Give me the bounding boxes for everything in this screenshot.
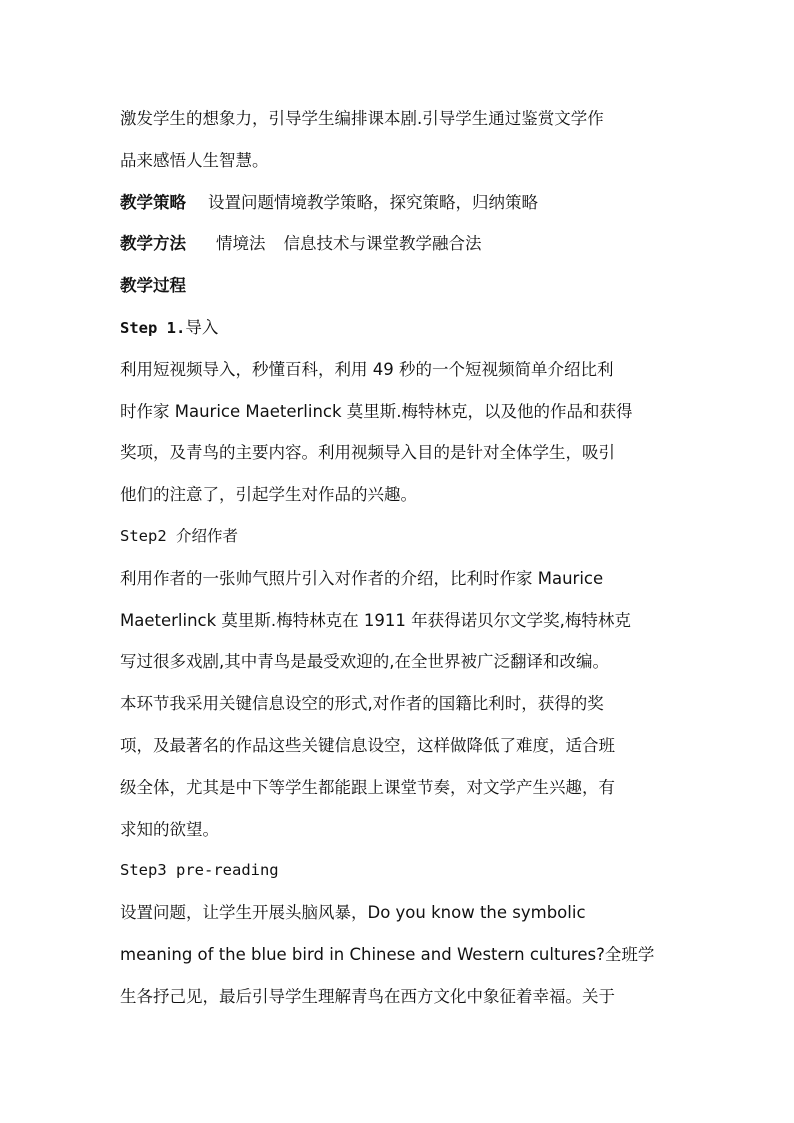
step1-heading-prefix: Step 1. xyxy=(120,318,186,337)
paragraph-line: 生各抒己见，最后引导学生理解青鸟在西方文化中象征着幸福。关于 xyxy=(120,986,615,1006)
teaching-methods-line xyxy=(120,223,676,265)
teaching-method-item: 情境法 xyxy=(216,234,266,254)
teaching-strategy-label: 教学策略 xyxy=(120,192,186,212)
paragraph-line: 时作家 Maurice Maeterlinck 莫里斯.梅特林克，以及他的作品和获得 xyxy=(120,401,633,421)
paragraph-line: 本环节我采用关键信息设空的形式,对作者的国籍比利时，获得的奖 xyxy=(120,694,604,714)
paragraph-line: 利用短视频导入，秒懂百科，利用 49 秒的一个短视频简单介绍比利 xyxy=(120,359,614,379)
paragraph-line: 设置问题，让学生开展头脑风暴，Do you know the symbolic xyxy=(120,903,586,923)
teaching-strategy-line xyxy=(120,182,676,224)
step1-heading-text: 导入 xyxy=(185,317,219,337)
step1-heading xyxy=(120,307,676,349)
step3-heading: Step3 pre-reading xyxy=(120,861,279,880)
paragraph-line: 激发学生的想象力，引导学生编排课本剧.引导学生通过鉴赏文学作 xyxy=(120,109,604,128)
paragraph-line: 奖项，及青鸟的主要内容。利用视频导入目的是针对全体学生，吸引 xyxy=(120,443,615,463)
paragraph-line: 写过很多戏剧,其中青鸟是最受欢迎的,在全世界被广泛翻译和改编。 xyxy=(120,652,609,672)
process-heading: 教学过程 xyxy=(120,276,186,296)
teaching-method-item: 信息技术与课堂教学融合法 xyxy=(283,234,482,254)
document-body xyxy=(120,98,676,1018)
paragraph-line: 品来感悟人生智慧。 xyxy=(120,150,269,170)
paragraph-line: 求知的欲望。 xyxy=(120,819,219,839)
paragraph-line: Maeterlinck 莫里斯.梅特林克在 1911 年获得诺贝尔文学奖,梅特林克 xyxy=(120,610,631,630)
paragraph-line: 利用作者的一张帅气照片引入对作者的介绍，比利时作家 Maurice xyxy=(120,568,604,588)
teaching-methods-label: 教学方法 xyxy=(120,234,186,254)
paragraph-line: meaning of the blue bird in Chinese and Western cultures?全班学 xyxy=(120,944,655,964)
step2-heading: Step2 介绍作者 xyxy=(120,526,238,545)
paragraph-line: 他们的注意了，引起学生对作品的兴趣。 xyxy=(120,485,417,505)
teaching-strategy-text: 设置问题情境教学策略，探究策略，归纳策略 xyxy=(208,192,538,212)
paragraph-line: 级全体，尤其是中下等学生都能跟上课堂节奏，对文学产生兴趣，有 xyxy=(120,777,615,797)
paragraph-line: 项，及最著名的作品这些关键信息设空，这样做降低了难度，适合班 xyxy=(120,735,615,755)
